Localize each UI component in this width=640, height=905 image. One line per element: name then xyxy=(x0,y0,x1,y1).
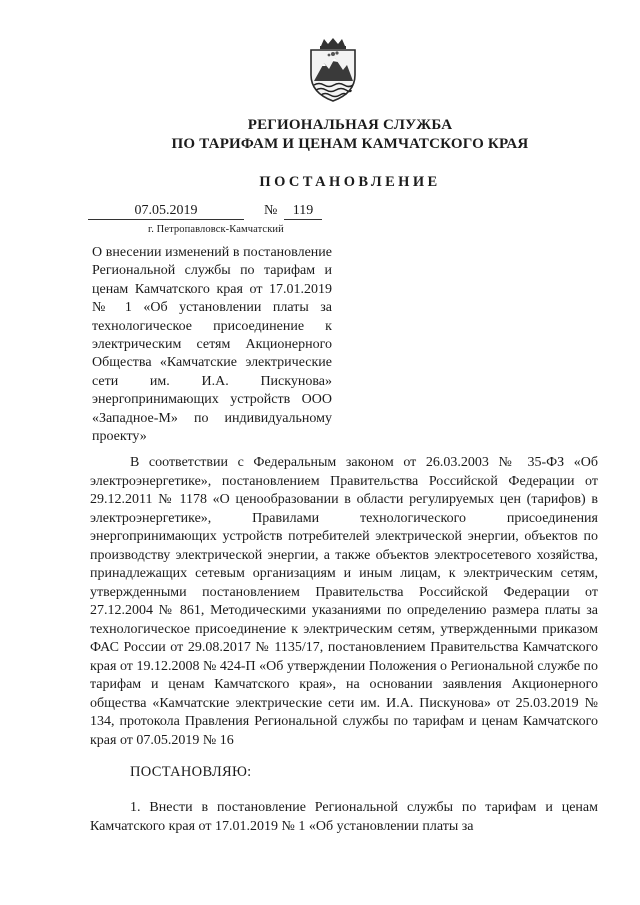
decree-word: ПОСТАНОВЛЯЮ: xyxy=(130,764,252,780)
document-number: 119 xyxy=(284,203,322,220)
coat-of-arms-emblem xyxy=(303,37,363,103)
number-sign: № xyxy=(264,203,278,218)
clause-1-paragraph: 1. Внести в постановление Региональной службы по тарифам и ценам Камчатского края от 17.01.2019 № 1 «Об установлении платы за xyxy=(90,800,598,834)
document-subject: О внесении изменений в постановление Региональной службы по тарифам и ценам Камчатского края от 17.01.2019 № 1 «Об установлении платы за технологическое присоединение к электрическим сетям Акционерного Общества «Камчатские электрические сети им. И.А. Пискунова» энергопринимающих устройств ООО «Западное-М» по индивидуальному проекту» xyxy=(92,245,332,445)
document-date: 07.05.2019 xyxy=(88,203,244,220)
organization-name-line-2: ПО ТАРИФАМ И ЦЕНАМ КАМЧАТСКОГО КРАЯ xyxy=(171,136,529,152)
preamble-paragraph: В соответствии с Федеральным законом от 26.03.2003 № 35-ФЗ «Об электроэнергетике», постановлением Правительства Российской Федерации от 29.12.2011 № 1178 «О ценообразовании в области регулируемых цен (тарифов) в электроэнергетике», Правилами технологического присоединения энергопринимающих устройств потребителей электрической энергии, объектов по производству электрической энергии, а также объектов электросетевого хозяйства, принадлежащих сетевым организациям и иным лицам, к электрическим сетям, утвержденными постановлением Правительства Российской Федерации от 27.12.2004 № 861, Методическими указаниями по определению размера платы за технологическое присоединение к электрическим сетям, утвержденными приказом ФАС России от 29.08.2017 № 1135/17, постановлением Правительства Камчатского края от 19.12.2008 № 424-П «Об утверждении Положения о Региональной службе по тарифам и ценам Камчатского края», на основании заявления Акционерного общества «Камчатские электрические сети им. И.А. Пискунова» от 25.03.2019 № 134, протокола Правления Региональной службы по тарифам и ценам Камчатского края от 07.05.2019 № 16 xyxy=(90,455,598,748)
organization-name xyxy=(90,116,610,154)
document-type-title: ПОСТАНОВЛЕНИЕ xyxy=(259,174,441,190)
organization-name-line-1: РЕГИОНАЛЬНАЯ СЛУЖБА xyxy=(247,117,453,133)
city-name: г. Петропавловск-Камчатский xyxy=(148,224,284,235)
